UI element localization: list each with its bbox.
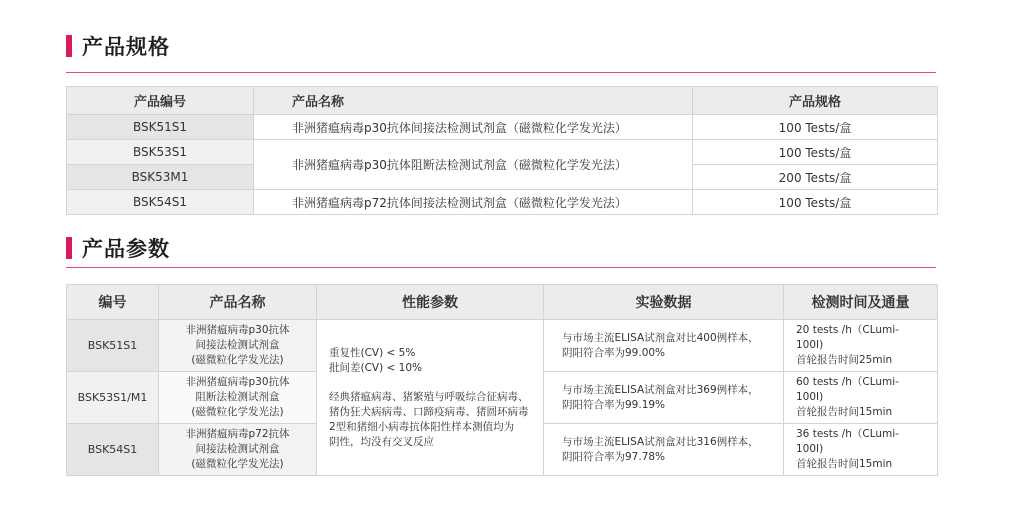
spec-table [66,86,938,215]
time-line: 首轮报告时间15min [796,406,893,418]
product-name [159,320,317,372]
product-name-line: (磁微粒化学发光法) [191,458,284,470]
product-name-line: (磁微粒化学发光法) [191,406,284,418]
perf-line: 经典猪瘟病毒、猪繁殖与呼吸综合征病毒、 [329,390,529,403]
time-line: 首轮报告时间15min [796,458,893,470]
accent-bar [66,35,72,57]
header-performance: 性能参数 [317,285,544,320]
time-line: 60 tests /h（CLumi-100I) [796,376,899,403]
section-title-params [66,233,170,263]
product-name-line: 间接法检测试剂盒 [195,339,280,351]
product-code: BSK53S1/M1 [67,372,159,424]
table-header-row [67,87,938,115]
product-code: BSK51S1 [67,115,254,140]
section-divider [66,72,936,73]
experiment-data [544,424,784,476]
header-name: 产品名称 [254,87,693,115]
product-name-line: 非洲猪瘟病毒p30抗体 [185,376,290,388]
perf-line: 2型和猪细小病毒抗体阳性样本测值均为 [329,420,515,433]
product-spec: 200 Tests/盒 [693,165,938,190]
test-time [784,320,938,372]
header-name: 产品名称 [159,285,317,320]
header-code: 产品编号 [67,87,254,115]
exp-line: 阴阳符合率为99.00% [562,346,666,359]
product-name-line: 间接法检测试剂盒 [195,443,280,455]
test-time [784,372,938,424]
header-code: 编号 [67,285,159,320]
product-name-line: 非洲猪瘟病毒p72抗体 [185,428,290,440]
accent-bar [66,237,72,259]
perf-line: 猪伪狂犬病病毒、口蹄疫病毒、猪圆环病毒 [329,405,529,418]
exp-line: 阴阳符合率为99.19% [562,398,666,411]
perf-line: 阴性，均没有交叉反应 [329,435,434,448]
product-name-line: 非洲猪瘟病毒p30抗体 [185,324,290,336]
product-spec: 100 Tests/盒 [693,115,938,140]
table-header-row [67,285,938,320]
exp-line: 阴阳符合率为97.78% [562,450,666,463]
product-code: BSK54S1 [67,190,254,215]
time-line: 20 tests /h（CLumi-100I) [796,324,899,351]
product-code: BSK54S1 [67,424,159,476]
time-line: 36 tests /h（CLumi-100I) [796,428,899,455]
product-name-line: 阻断法检测试剂盒 [195,391,280,403]
product-spec: 100 Tests/盒 [693,140,938,165]
product-name: 非洲猪瘟病毒p30抗体阻断法检测试剂盒（磁微粒化学发光法） [254,140,693,190]
product-spec: 100 Tests/盒 [693,190,938,215]
section-title-text: 产品参数 [82,237,170,261]
header-spec: 产品规格 [693,87,938,115]
exp-line: 与市场主流ELISA试剂盒对比400例样本， [562,331,759,344]
experiment-data [544,320,784,372]
product-name [159,424,317,476]
section-title-text: 产品规格 [82,35,170,59]
param-table [66,284,938,476]
product-name-line: (磁微粒化学发光法) [191,354,284,366]
product-code: BSK51S1 [67,320,159,372]
section-divider [66,267,936,268]
product-code: BSK53S1 [67,140,254,165]
header-time: 检测时间及通量 [784,285,938,320]
exp-line: 与市场主流ELISA试剂盒对比316例样本， [562,435,759,448]
test-time [784,424,938,476]
product-name [159,372,317,424]
table-row [67,115,938,140]
product-name: 非洲猪瘟病毒p72抗体间接法检测试剂盒（磁微粒化学发光法） [254,190,693,215]
exp-line: 与市场主流ELISA试剂盒对比369例样本， [562,383,759,396]
header-experiment: 实验数据 [544,285,784,320]
table-row [67,190,938,215]
performance-params [317,320,544,476]
product-code: BSK53M1 [67,165,254,190]
experiment-data [544,372,784,424]
product-name: 非洲猪瘟病毒p30抗体间接法检测试剂盒（磁微粒化学发光法） [254,115,693,140]
section-title-spec [66,31,170,61]
table-row [67,140,938,165]
table-row [67,320,938,372]
time-line: 首轮报告时间25min [796,354,893,366]
perf-line: 批间差(CV) < 10% [329,361,423,374]
perf-line: 重复性(CV) < 5% [329,346,416,359]
